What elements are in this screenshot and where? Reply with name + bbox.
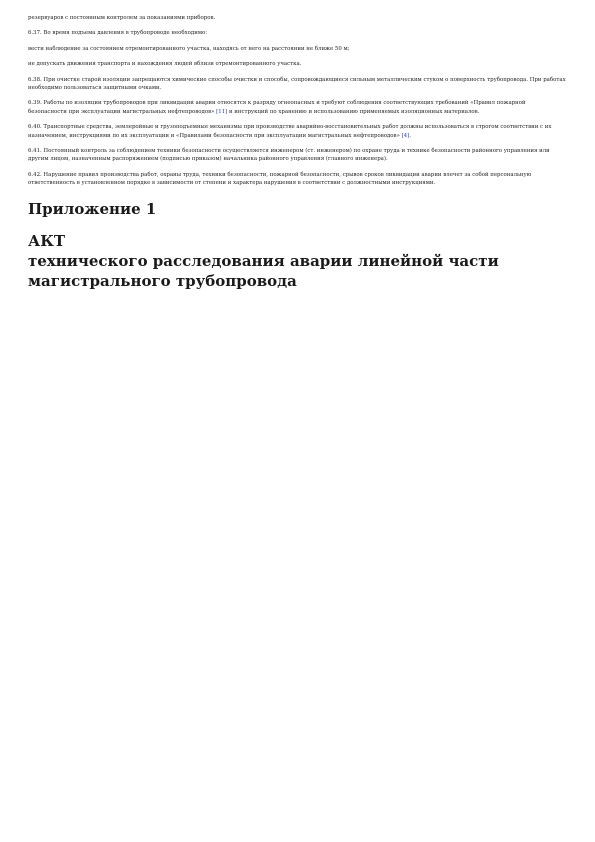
paragraph-6-40 [28, 123, 566, 140]
act-title-line-2: технического расследования аварии линейной части [28, 251, 499, 270]
paragraph-3 [28, 60, 566, 68]
paragraph-text: 6.39. Работы по изоляции трубопроводов при ликвидации аварии относятся к разряду огнеопасных и требуют соблюдения соответствующих требований «Правил пожарной безопасности при эксплуатации магистральных нефтепроводов» [28, 100, 526, 115]
paragraph-text: 6.41. Постоянный контроль за соблюдением техники безопасности осуществляется инженером (ст. инженером) по охране труда и технике безопасности районного управления или другим лицом, назначенным распоряжением (подписью приказом) начальника районного управления (главного инженера). [28, 148, 550, 163]
paragraph-text: не допускать движения транспорта и нахождения людей вблизи отремонтированного участка. [28, 61, 302, 68]
paragraph-text: вести наблюдение за состоянием отремонтированного участка, находясь от него на расстоянии не ближе 50 м; [28, 45, 350, 52]
act-title-line-3: магистрального трубопровода [28, 271, 297, 290]
act-title-line-1: АКТ [28, 231, 66, 250]
paragraph-text: 6.40. Транспортные средства, землеройные и грузоподъемные механизмы при производстве аварийно-восстановительных работ должны использоваться в строгом соответствии с их назначением, инструкциями по их эксплуатации и «Правилами безопасности при эксплуатации магистральных нефтепроводов» [28, 124, 552, 139]
reference-link-4[interactable]: [4] [401, 132, 410, 139]
appendix-heading: Приложение 1 [28, 199, 157, 218]
document-page [28, 14, 566, 291]
reference-link-11[interactable]: [11] [216, 108, 228, 115]
paragraph-text: 6.42. Нарушение правил производства работ, охраны труда, техники безопасности, пожарной безопасности, срывов сроков ликвидации аварии влечет за собой персональную ответственность в установленном порядке в зависимости от степени и характера нарушения в соответствии с должностными инструкциями. [28, 171, 532, 187]
paragraph-6-41 [28, 147, 566, 164]
paragraph-6-39 [28, 99, 566, 116]
paragraph-2 [28, 45, 566, 53]
act-title [28, 231, 566, 291]
paragraph-text: 6.37. Во время подъема давления в трубопроводе необходимо: [28, 30, 208, 37]
paragraph-0 [28, 14, 566, 22]
paragraph-6-37 [28, 29, 566, 37]
paragraph-6-38 [28, 76, 566, 93]
paragraph-text: и инструкций по хранению и использованию применяемых изоляционных материалов. [227, 108, 480, 115]
paragraph-text: . [409, 132, 411, 139]
paragraph-6-42 [28, 171, 566, 188]
paragraph-text: резервуаров с постоянным контролем за показаниями приборов. [28, 15, 216, 21]
paragraph-text: 6.38. При очистке старой изоляции запрещаются химические способы очистки и способы, сопровождающиеся сильным металлическим стуком о поверхность трубопровода. При работах необходимо пользоваться защитными очками. [28, 76, 566, 92]
